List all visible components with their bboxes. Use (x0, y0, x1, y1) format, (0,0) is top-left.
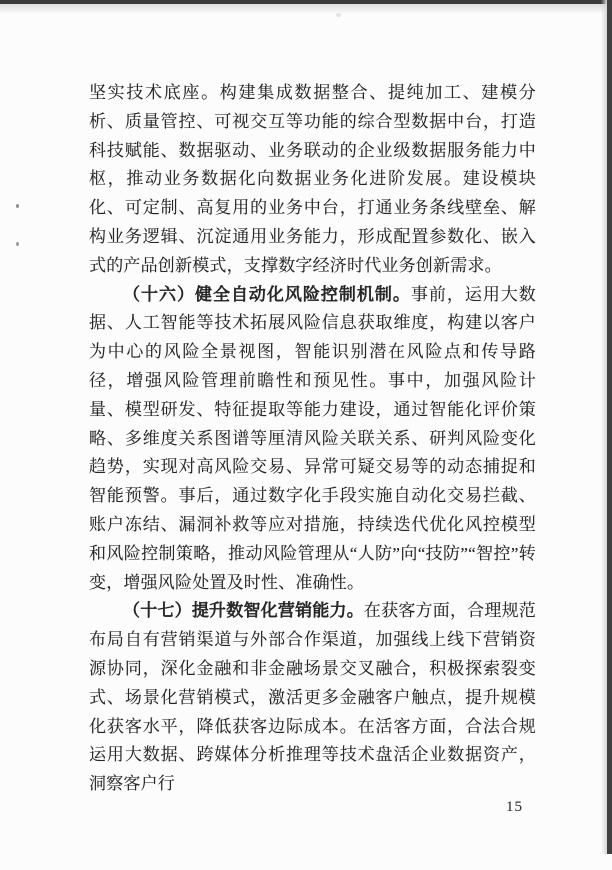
scan-speck (16, 242, 19, 246)
scan-right-edge (607, 0, 612, 854)
paragraph: （十六）健全自动化风险控制机制。事前，运用大数据、人工智能等技术拓展风险信息获取维度，构建以客户为中心的风险全景视图，智能识别潜在风险点和传导路径，增强风险管理前瞻性和预见性。事中，加强风险计量、模型研发、特征提取等能力建设，通过智能化评价策略、多维度关系图谱等厘清风险关联关系、研判风险变化趋势，实现对高风险交易、异常可疑交易等的动态捕捉和智能预警。事后，通过数字化手段实施自动化交易拦截、账户冻结、漏洞补救等应对措施，持续迭代优化风控模型和风险控制策略，推动风险管理从“人防”向“技防”“智控”转变，增强风险处置及时性、准确性。 (89, 284, 537, 592)
paragraph: （十七）提升数智化营销能力。在获客方面，合理规范布局自有营销渠道与外部合作渠道，加强线上线下营销资源协同，深化金融和非金融场景交叉融合，积极探索裂变式、场景化营销模式，激活更多金融客户触点，提升规模化获客水平，降低获客边际成本。在活客方面，合法合规运用大数据、跨媒体分析推理等技术盘活企业数据资产，洞察客户行 (89, 601, 536, 794)
document-body (89, 79, 536, 799)
scan-speck (16, 204, 19, 208)
scan-top-edge-shadow (0, 4, 612, 14)
paragraph: 坚实技术底座。构建集成数据整合、提纯加工、建模分析、质量管控、可视交互等功能的综合型数据中台，打造科技赋能、数据驱动、业务联动的企业级数据服务能力中枢，推动业务数据化向数据业务化进阶发展。建设模块化、可定制、高复用的业务中台，打通业务条线壁垒、解构业务逻辑、沉淀通用业务能力，形成配置参数化、嵌入式的产品创新模式，支撑数字经济时代业务创新需求。 (89, 83, 536, 275)
paragraph-heading: （十七）提升数智化营销能力。 (123, 601, 364, 621)
paragraph-heading: （十六）健全自动化风险控制机制。 (123, 284, 411, 304)
scan-speck (336, 13, 341, 17)
scan-right-edge-shadow (601, 0, 607, 854)
page-number: 15 (506, 799, 523, 815)
